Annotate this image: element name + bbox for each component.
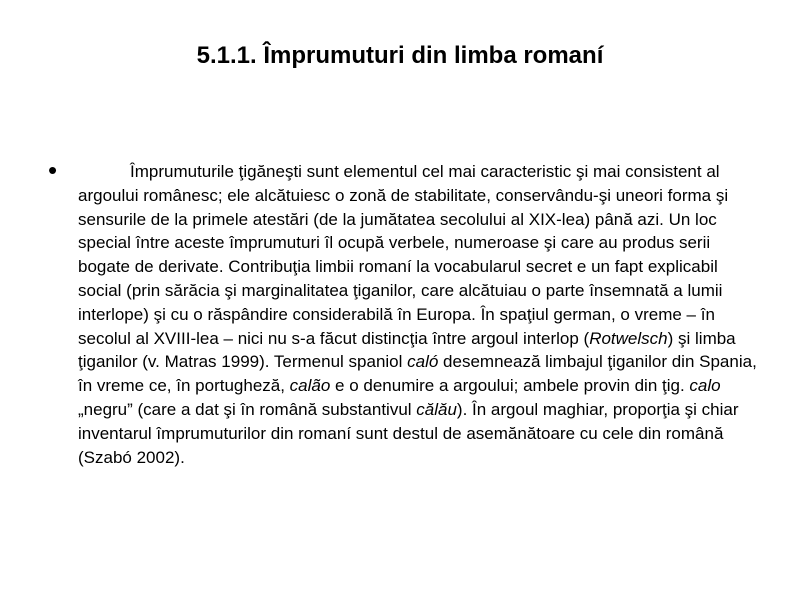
bullet-icon: • — [48, 155, 58, 185]
text-segment: e o denumire a argoului; ambele provin din ţig. — [330, 376, 690, 396]
text-segment: ). În argoul maghiar, proporţia şi chiar inventarul împrumuturilor din romaní sunt destul de asemănătoare cu cele din română (Szabó 2002). — [78, 399, 739, 467]
italic-term-calau: călău — [416, 399, 457, 419]
italic-term-calo: calo — [689, 376, 721, 396]
italic-term-calo-spanish: caló — [407, 352, 439, 372]
bullet-paragraph — [78, 160, 758, 469]
slide-title: 5.1.1. Împrumuturi din limba romaní — [196, 42, 604, 69]
italic-term-calao: calão — [289, 376, 331, 396]
text-segment: desemnează limbajul ţiganilor din Spania, în vreme ce, în portugheză, — [78, 352, 757, 396]
italic-term-rotwelsch: Rotwelsch — [589, 328, 668, 348]
text-segment: „negru” (care a dat şi în română substantivul — [78, 399, 417, 419]
text-segment: ) şi limba ţiganilor (v. Matras 1999). Termenul spaniol — [78, 328, 736, 372]
text-segment: Împrumuturile ţigăneşti sunt elementul cel mai caracteristic şi mai consistent al argoului românesc; ele alcătuiesc o zonă de stabilitate, conservându-şi uneori forma şi sensurile de la primele atestări (de la jumătatea secolului al XIX-lea) până azi. Un loc special între aceste împrumuturi îl ocupă verbele, numeroase şi care au produs serii bogate de derivate. Contribuţia limbii romaní la vocabularul secret e un fapt explicabil social (prin sărăcia şi marginalitatea ţiganilor, care alcătuiau o parte însemnată a lumii interlope) şi cu o răspândire considerabilă în Europa. În spaţiul german, o vreme – în secolul al XVIII-lea – nici nu s-a făcut distincţia între argoul interlop ( — [78, 162, 729, 348]
